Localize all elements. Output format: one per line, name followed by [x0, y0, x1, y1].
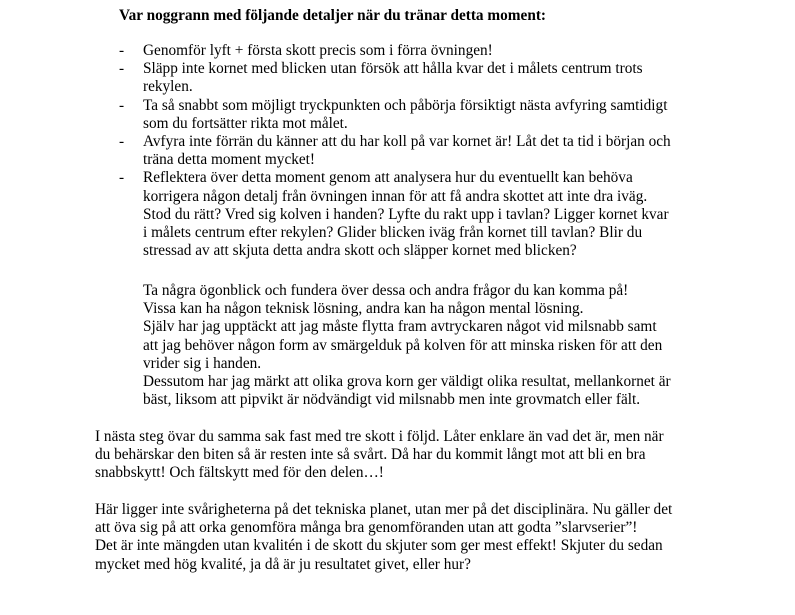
discipline-paragraph — [95, 501, 725, 574]
paragraph-line: Det är inte mängden utan kvalitén i de skott du skjuter som ger mest effekt! Skjuter du sedan — [95, 537, 663, 555]
paragraph-line: Ta några ögonblick och fundera över dessa och andra frågor du kan komma på! — [143, 282, 629, 299]
dash-marker: - — [119, 133, 125, 151]
list-item-line: Avfyra inte förrän du känner att du har koll på var kornet är! Låt det ta tid i början och — [143, 133, 671, 151]
list-item-line: Släpp inte kornet med blicken utan försök att hålla kvar det i målets centrum trots — [143, 60, 643, 78]
list-item-line: Stod du rätt? Vred sig kolven i handen? Lyfte du rakt upp i tavlan? Ligger kornet kvar — [143, 205, 669, 223]
list-item — [0, 60, 703, 96]
paragraph-line: snabbskytt! Och fältskytt med för den delen…! — [95, 464, 384, 482]
list-item-line: rekylen. — [143, 78, 193, 96]
list-item — [0, 97, 703, 133]
reflection-paragraph — [143, 282, 723, 409]
paragraph-line: Här ligger inte svårigheterna på det tekniska planet, utan mer på det disciplinära. Nu gäller det — [95, 501, 673, 518]
list-item-line: som du fortsätter rikta mot målet. — [143, 114, 348, 132]
paragraph-line: Dessutom har jag märkt att olika grova korn ger väldigt olika resultat, mellankornet är — [143, 373, 671, 391]
list-item-line: Ta så snabbt som möjligt tryckpunkten och påbörja försiktigt nästa avfyring samtidigt — [143, 96, 668, 114]
dash-marker: - — [119, 60, 125, 78]
list-item-line: i målets centrum efter rekylen? Glider blicken iväg från kornet till tavlan? Blir du — [143, 224, 643, 242]
paragraph-line: Vissa kan ha någon teknisk lösning, andra kan ha någon mental lösning. — [143, 300, 584, 318]
dash-marker: - — [119, 42, 125, 59]
list-item-line: träna detta moment mycket! — [143, 151, 316, 169]
paragraph-line: Själv har jag upptäckt att jag måste flytta fram avtryckaren något vid milsnabb samt — [143, 318, 657, 336]
paragraph-line: mycket med hög kvalité, ja då är ju resultatet givet, eller hur? — [95, 555, 471, 573]
paragraph-line: bäst, liksom att pipvikt är nödvändigt vid milsnabb men inte grovmatch eller fält. — [143, 391, 641, 409]
list-item-line: Reflektera över detta moment genom att analysera hur du eventuellt kan behöva — [143, 169, 633, 187]
next-step-paragraph — [95, 428, 725, 483]
paragraph-line: att jag behöver någon form av smärgelduk på kolven för att minska risken för att den — [143, 336, 663, 354]
dash-marker: - — [119, 169, 125, 187]
paragraph-line: du behärskar den biten så är resten inte så svårt. Då har du kommit långt mot att bli en bra — [95, 446, 646, 464]
paragraph-line: vrider sig i handen. — [143, 354, 262, 372]
list-item — [0, 42, 703, 60]
list-item-line: korrigera någon detalj från övningen innan för att få andra skottet att inte dra iväg. — [143, 187, 648, 205]
list-item-line: Genomför lyft + första skott precis som i förra övningen! — [143, 42, 493, 59]
paragraph-line: att öva sig på att orka genomföra många bra genomföranden utan att godta ”slarvserier”! — [95, 519, 638, 537]
dash-marker: - — [119, 96, 125, 114]
section-heading: Var noggrann med följande detaljer när du tränar detta moment: — [119, 7, 547, 24]
paragraph-line: I nästa steg övar du samma sak fast med tre skott i följd. Låter enklare än vad det är, men när — [95, 428, 664, 445]
detail-list — [0, 42, 795, 260]
list-item — [0, 133, 703, 169]
list-item — [0, 169, 703, 260]
list-item-line: stressad av att skjuta detta andra skott och släpper kornet med blicken? — [143, 242, 577, 260]
